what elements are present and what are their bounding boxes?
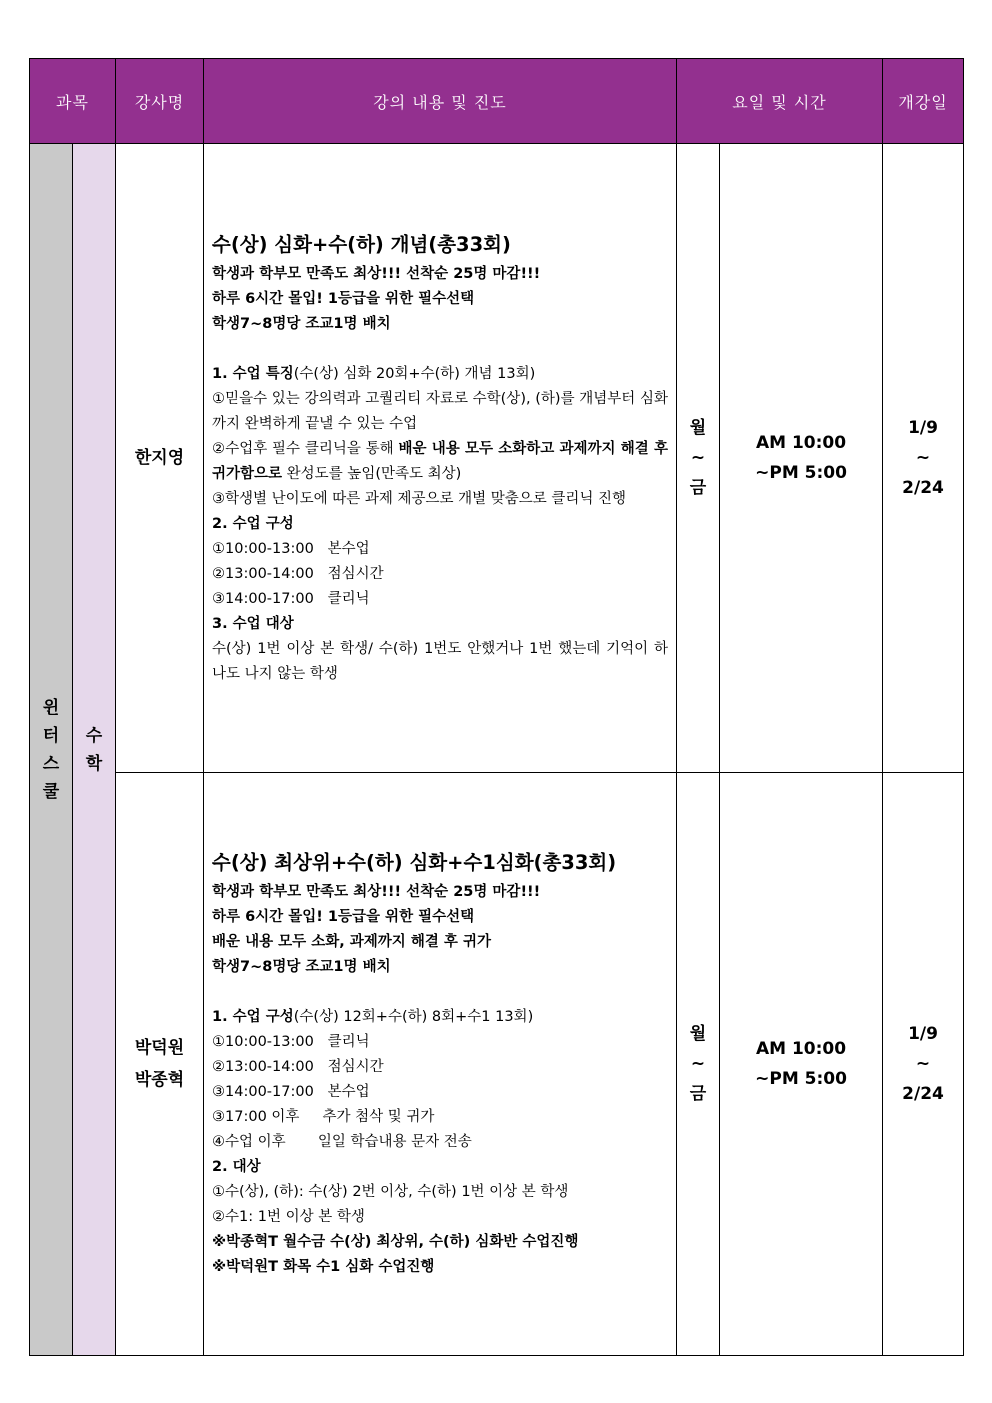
instructor-cell [116, 144, 204, 773]
subject-cell [73, 144, 116, 1356]
note-line: ※박종혁T 월수금 수(상) 최상위, 수(하) 심화반 수업진행 [212, 1234, 579, 1250]
instructor-name: 박종혁 [134, 1070, 185, 1090]
intro-line: 배운 내용 모두 소화, 과제까지 해결 후 귀가 [212, 934, 491, 950]
content-line: ③17:00 이후 추가 첨삭 및 귀가 [212, 1109, 435, 1125]
section-heading: 3. 수업 대상 [212, 615, 294, 632]
content-line: ④수업 이후 일일 학습내용 문자 전송 [212, 1134, 472, 1150]
start-date-cell: 1/9 ~ 2/24 [883, 773, 964, 1356]
time-cell: AM 10:00 ~PM 5:00 [720, 773, 883, 1356]
header-schedule: 요일 및 시간 [677, 59, 883, 144]
course-content [204, 144, 677, 773]
time-cell: AM 10:00 ~PM 5:00 [720, 144, 883, 773]
content-line: ①수(상), (하): 수(상) 2번 이상, 수(하) 1번 이상 본 학생 [212, 1184, 569, 1200]
day-cell: 월 ~ 금 [677, 144, 720, 773]
content-line: ②수1: 1번 이상 본 학생 [212, 1209, 365, 1225]
content-line: ②13:00-14:00 점심시간 [212, 1059, 384, 1075]
schedule-table [29, 58, 964, 1356]
header-instructor: 강사명 [116, 59, 204, 144]
section-heading: 2. 수업 구성 [212, 515, 294, 532]
content-line: ①10:00-13:00 클리닉 [212, 1034, 370, 1050]
section-heading: 1. 수업 구성(수(상) 12회+수(하) 8회+수1 13회) [212, 1009, 534, 1025]
content-line: ②13:00-14:00 점심시간 [212, 565, 384, 582]
intro-line: 학생과 학부모 만족도 최상!!! 선착순 25명 마감!!! [212, 884, 541, 900]
note-line: ※박덕원T 화목 수1 심화 수업진행 [212, 1259, 435, 1275]
instructor-name: 한지영 [134, 448, 185, 468]
course-row [30, 773, 964, 1356]
course-title: 수(상) 최상위+수(하) 심화+수1심화(총33회) [212, 851, 617, 874]
header-row [30, 59, 964, 144]
intro-line: 학생과 학부모 만족도 최상!!! 선착순 25명 마감!!! [212, 265, 541, 282]
intro-line: 학생7~8명당 조교1명 배치 [212, 315, 391, 332]
content-line: ③14:00-17:00 본수업 [212, 1084, 370, 1100]
program-label: 윈 터 스 쿨 [42, 697, 60, 802]
content-line: ③14:00-17:00 클리닉 [212, 590, 370, 607]
subject-label: 수 학 [85, 725, 103, 774]
course-row [30, 144, 964, 773]
instructor-name: 박덕원 [134, 1038, 185, 1058]
content-line: ②수업후 필수 클리닉을 통해 배운 내용 모두 소화하고 과제까지 해결 후 귀가함으로 완성도를 높임(만족도 최상) [212, 440, 669, 482]
content-line: ③학생별 난이도에 따른 과제 제공으로 개별 맞춤으로 클리닉 진행 [212, 490, 627, 507]
intro-line: 학생7~8명당 조교1명 배치 [212, 959, 391, 975]
course-content [204, 773, 677, 1356]
content-line: 수(상) 1번 이상 본 학생/ 수(하) 1번도 안했거나 1번 했는데 기억이 하나도 나지 않는 학생 [212, 640, 669, 682]
content-line: ①믿을수 있는 강의력과 고퀄리티 자료로 수학(상), (하)를 개념부터 심화까지 완벽하게 끝낼 수 있는 수업 [212, 390, 669, 432]
intro-line: 하루 6시간 몰입! 1등급을 위한 필수선택 [212, 290, 475, 307]
header-start-date: 개강일 [883, 59, 964, 144]
section-heading: 1. 수업 특징(수(상) 심화 20회+수(하) 개념 13회) [212, 365, 536, 382]
program-cell [30, 144, 73, 1356]
instructor-cell [116, 773, 204, 1356]
day-cell: 월 ~ 금 [677, 773, 720, 1356]
header-content: 강의 내용 및 진도 [204, 59, 677, 144]
course-title: 수(상) 심화+수(하) 개념(총33회) [212, 232, 511, 256]
start-date-cell: 1/9 ~ 2/24 [883, 144, 964, 773]
section-heading: 2. 대상 [212, 1159, 261, 1175]
header-subject: 과목 [30, 59, 116, 144]
content-line: ①10:00-13:00 본수업 [212, 540, 370, 557]
intro-line: 하루 6시간 몰입! 1등급을 위한 필수선택 [212, 909, 475, 925]
